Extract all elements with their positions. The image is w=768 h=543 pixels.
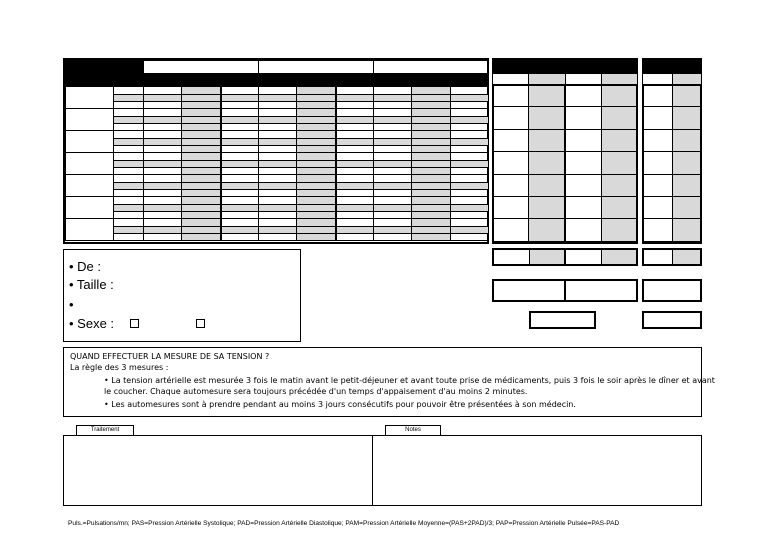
measurement-cell[interactable] <box>412 227 451 234</box>
measurement-cell[interactable] <box>182 117 221 124</box>
measurement-cell[interactable] <box>412 175 451 183</box>
measurement-cell[interactable] <box>144 161 182 168</box>
measurement-cell[interactable] <box>374 102 412 109</box>
measurement-cell[interactable] <box>114 153 144 161</box>
measurement-cell[interactable] <box>412 161 451 168</box>
measurement-cell[interactable] <box>297 95 336 102</box>
measurement-cell[interactable] <box>182 175 221 183</box>
measurement-cell[interactable] <box>114 146 144 153</box>
measurement-cell[interactable] <box>336 234 374 241</box>
measurement-cell[interactable] <box>374 139 412 146</box>
measurement-cell[interactable] <box>451 219 489 227</box>
measurement-cell[interactable] <box>182 124 221 131</box>
measurement-cell[interactable] <box>114 109 144 117</box>
legend-footer: Puls.=Pulsations/mn; PAS=Pression Artérielle Systolique; PAD=Pression Artérielle Diastolique; PAM=Pression Artérielle Moyenne=(PAS+2PAD)/3; PAP=Pression Artérielle Pulsée=PAS-PAD <box>68 520 620 527</box>
measurement-cell[interactable] <box>182 168 221 175</box>
measurement-cell[interactable] <box>336 139 374 146</box>
measurement-cell[interactable] <box>221 175 259 183</box>
measurement-cell[interactable] <box>374 212 412 219</box>
measurement-cell[interactable] <box>412 87 451 95</box>
sex-checkbox-1[interactable] <box>130 319 139 328</box>
measurement-cell[interactable] <box>144 197 182 205</box>
notes-tab: Notes <box>385 425 441 436</box>
notes-area[interactable] <box>373 436 701 505</box>
measurement-cell[interactable] <box>259 102 297 109</box>
summary-header-cell <box>493 74 529 85</box>
measurement-cell[interactable] <box>221 227 259 234</box>
measurement-cell[interactable] <box>182 131 221 139</box>
measurement-cell[interactable] <box>144 219 182 227</box>
rules-subtitle: La règle des 3 mesures : <box>70 363 169 372</box>
measurement-cell[interactable] <box>297 219 336 227</box>
measurement-cell[interactable] <box>144 131 182 139</box>
measurement-cell[interactable] <box>451 117 489 124</box>
measurement-cell[interactable] <box>114 95 144 102</box>
measurement-cell[interactable] <box>114 175 144 183</box>
result-cell <box>566 281 636 300</box>
measurement-cell[interactable] <box>297 197 336 205</box>
summary-a-frame-right <box>564 84 638 244</box>
measurement-cell[interactable] <box>144 190 182 197</box>
measurement-cell[interactable] <box>297 205 336 212</box>
measurement-cell[interactable] <box>374 124 412 131</box>
measurement-cell[interactable] <box>412 102 451 109</box>
measurement-cell[interactable] <box>259 175 297 183</box>
average-cell <box>673 250 701 264</box>
measurement-cell[interactable] <box>114 102 144 109</box>
measurement-cell[interactable] <box>374 117 412 124</box>
patient-info-box <box>63 249 301 342</box>
average-row-a <box>492 248 638 266</box>
measurement-cell[interactable] <box>221 124 259 131</box>
summary-a-header <box>492 58 638 73</box>
measurement-cell[interactable] <box>297 117 336 124</box>
measurement-cell[interactable] <box>144 87 182 95</box>
measurement-cell[interactable] <box>114 161 144 168</box>
measurement-cell[interactable] <box>451 227 489 234</box>
measurement-cell[interactable] <box>144 124 182 131</box>
measurement-cell[interactable] <box>182 161 221 168</box>
measurement-cell[interactable] <box>114 219 144 227</box>
measurement-cell[interactable] <box>297 234 336 241</box>
result-cell <box>494 281 566 300</box>
measurement-cell[interactable] <box>114 87 144 95</box>
measurement-cell[interactable] <box>221 87 259 95</box>
sex-row <box>69 316 114 331</box>
measurement-cell[interactable] <box>221 183 259 190</box>
measurement-cell[interactable] <box>182 109 221 117</box>
average-cell <box>530 250 567 264</box>
measurement-cell[interactable] <box>221 190 259 197</box>
measurement-cell[interactable] <box>182 95 221 102</box>
measurement-cell[interactable] <box>259 139 297 146</box>
measurement-cell[interactable] <box>336 161 374 168</box>
measurement-cell[interactable] <box>144 234 182 241</box>
rules-title: QUAND EFFECTUER LA MESURE DE SA TENSION ? <box>70 352 270 361</box>
measurement-cell[interactable] <box>114 190 144 197</box>
header-group-cell <box>259 61 374 74</box>
measurement-cell[interactable] <box>114 197 144 205</box>
measurement-cell[interactable] <box>144 227 182 234</box>
result-box-a <box>492 279 638 302</box>
measurement-cell[interactable] <box>221 117 259 124</box>
measurement-cell[interactable] <box>144 95 182 102</box>
measurement-cell[interactable] <box>114 227 144 234</box>
measurement-cell[interactable] <box>259 234 297 241</box>
measurement-cell[interactable] <box>259 190 297 197</box>
measurement-cell[interactable] <box>451 168 489 175</box>
measurement-cell[interactable] <box>297 146 336 153</box>
measurement-cell[interactable] <box>114 124 144 131</box>
measurement-cell[interactable] <box>259 183 297 190</box>
measurement-cell[interactable] <box>412 146 451 153</box>
measurement-cell[interactable] <box>182 102 221 109</box>
measurement-cell[interactable] <box>297 87 336 95</box>
measurement-cell[interactable] <box>374 197 412 205</box>
measurement-cell[interactable] <box>451 139 489 146</box>
measurement-cell[interactable] <box>144 212 182 219</box>
measurement-cell[interactable] <box>336 109 374 117</box>
measurement-cell[interactable] <box>259 117 297 124</box>
measurement-cell[interactable] <box>451 197 489 205</box>
measurement-cell[interactable] <box>374 109 412 117</box>
measurement-cell[interactable] <box>297 212 336 219</box>
measurement-cell[interactable] <box>297 227 336 234</box>
summary-b-frame <box>642 84 702 244</box>
measurement-cell[interactable] <box>374 161 412 168</box>
measurement-cell[interactable] <box>297 139 336 146</box>
measurement-cell[interactable] <box>221 219 259 227</box>
measurement-cell[interactable] <box>182 197 221 205</box>
measurement-cell[interactable] <box>144 175 182 183</box>
measurement-cell[interactable] <box>374 131 412 139</box>
measurement-cell[interactable] <box>259 131 297 139</box>
measurement-cell[interactable] <box>336 197 374 205</box>
measurement-cell[interactable] <box>297 102 336 109</box>
measurement-cell[interactable] <box>336 175 374 183</box>
measurement-cell[interactable] <box>412 234 451 241</box>
measurement-cell[interactable] <box>297 168 336 175</box>
measurement-cell[interactable] <box>451 146 489 153</box>
measurement-cell[interactable] <box>412 183 451 190</box>
average-cell <box>566 250 602 264</box>
measurement-table <box>63 58 489 244</box>
measurement-cell[interactable] <box>182 212 221 219</box>
measurement-cell[interactable] <box>412 131 451 139</box>
treatment-tab: Traitement <box>76 425 134 436</box>
measurement-cell[interactable] <box>412 124 451 131</box>
height-label: • Taille : <box>69 277 114 292</box>
measurement-cell[interactable] <box>336 183 374 190</box>
measurement-cell[interactable] <box>336 219 374 227</box>
measurement-cell[interactable] <box>297 131 336 139</box>
measurement-cell[interactable] <box>374 205 412 212</box>
measurement-cell[interactable] <box>451 190 489 197</box>
measurement-cell[interactable] <box>451 109 489 117</box>
measurement-cell[interactable] <box>412 168 451 175</box>
measurement-cell[interactable] <box>336 190 374 197</box>
measurement-cell[interactable] <box>259 87 297 95</box>
measurement-cell[interactable] <box>412 109 451 117</box>
average-cell <box>494 250 530 264</box>
measurement-cell[interactable] <box>259 197 297 205</box>
measurement-cell[interactable] <box>259 146 297 153</box>
rules-bullet-1-line-1: • La tension artérielle est mesurée 3 fois le matin avant le petit-déjeuner et avant toute prise de médicaments, puis 3 fois le soir après le dîner et avant <box>104 376 715 385</box>
measurement-cell[interactable] <box>297 183 336 190</box>
measurement-cell[interactable] <box>221 168 259 175</box>
measurement-cell[interactable] <box>451 124 489 131</box>
measurement-cell[interactable] <box>374 168 412 175</box>
measurement-grid <box>65 60 489 241</box>
day-cell[interactable] <box>66 153 114 175</box>
measurement-cell[interactable] <box>336 124 374 131</box>
measurement-cell[interactable] <box>374 234 412 241</box>
day-cell[interactable] <box>66 219 114 241</box>
measurement-cell[interactable] <box>374 153 412 161</box>
measurement-cell[interactable] <box>221 153 259 161</box>
measurement-cell[interactable] <box>451 87 489 95</box>
measurement-cell[interactable] <box>336 153 374 161</box>
measurement-cell[interactable] <box>374 183 412 190</box>
average-cell <box>602 250 637 264</box>
measurement-cell[interactable] <box>259 153 297 161</box>
measurement-cell[interactable] <box>451 175 489 183</box>
measurement-cell[interactable] <box>412 139 451 146</box>
measurement-cell[interactable] <box>144 205 182 212</box>
measurement-cell[interactable] <box>259 95 297 102</box>
sex-checkbox-2[interactable] <box>196 319 205 328</box>
measurement-cell[interactable] <box>336 102 374 109</box>
measurement-cell[interactable] <box>297 175 336 183</box>
measurement-cell[interactable] <box>451 153 489 161</box>
measurement-cell[interactable] <box>336 212 374 219</box>
measurement-cell[interactable] <box>451 205 489 212</box>
measurement-cell[interactable] <box>144 102 182 109</box>
measurement-cell[interactable] <box>451 161 489 168</box>
blank-bullet: • <box>69 297 74 312</box>
measurement-cell[interactable] <box>221 212 259 219</box>
measurement-cell[interactable] <box>451 234 489 241</box>
summary-header-cell <box>529 74 565 85</box>
measurement-cell[interactable] <box>336 87 374 95</box>
rules-bullet-2: • Les automesures sont à prendre pendant au moins 3 jours consécutifs pour pouvoir être présentées à son médecin. <box>104 400 576 409</box>
measurement-cell[interactable] <box>221 95 259 102</box>
measurement-cell[interactable] <box>144 153 182 161</box>
measurement-cell[interactable] <box>182 146 221 153</box>
measurement-cell[interactable] <box>182 183 221 190</box>
measurement-cell[interactable] <box>336 117 374 124</box>
measurement-cell[interactable] <box>221 205 259 212</box>
measurement-cell[interactable] <box>412 153 451 161</box>
measurement-cell[interactable] <box>297 190 336 197</box>
measurement-cell[interactable] <box>221 197 259 205</box>
measurement-cell[interactable] <box>336 168 374 175</box>
measurement-cell[interactable] <box>297 153 336 161</box>
measurement-cell[interactable] <box>114 205 144 212</box>
sex-label: • Sexe : <box>69 316 115 331</box>
measurement-cell[interactable] <box>336 227 374 234</box>
summary-a-frame-left <box>492 84 566 244</box>
final-box-b <box>642 311 702 329</box>
measurement-cell[interactable] <box>374 95 412 102</box>
day-cell[interactable] <box>66 87 114 109</box>
measurement-cell[interactable] <box>336 205 374 212</box>
from-label: • De : <box>69 259 102 274</box>
measurement-cell[interactable] <box>182 205 221 212</box>
measurement-cell[interactable] <box>144 117 182 124</box>
treatment-area[interactable] <box>64 436 373 505</box>
measurement-cell[interactable] <box>374 219 412 227</box>
measurement-cell[interactable] <box>114 117 144 124</box>
measurement-cell[interactable] <box>114 183 144 190</box>
measurement-cell[interactable] <box>221 139 259 146</box>
measurement-cell[interactable] <box>297 161 336 168</box>
measurement-cell[interactable] <box>182 219 221 227</box>
measurement-cell[interactable] <box>451 102 489 109</box>
treatment-notes-box <box>63 435 702 506</box>
header-group-cell <box>374 61 489 74</box>
measurement-cell[interactable] <box>336 95 374 102</box>
measurement-cell[interactable] <box>114 131 144 139</box>
measurement-cell[interactable] <box>259 219 297 227</box>
measurement-cell[interactable] <box>412 219 451 227</box>
measurement-cell[interactable] <box>221 131 259 139</box>
measurement-cell[interactable] <box>221 102 259 109</box>
measurement-cell[interactable] <box>336 146 374 153</box>
measurement-cell[interactable] <box>144 168 182 175</box>
measurement-cell[interactable] <box>182 87 221 95</box>
measurement-rules-box <box>63 347 715 417</box>
rules-bullet-1-line-2: le coucher. Chaque automesure sera toujours précédée d'un temps d'appaisement d'au moins 2 minutes. <box>104 387 528 396</box>
summary-header-cell <box>565 74 601 85</box>
measurement-cell[interactable] <box>451 95 489 102</box>
measurement-cell[interactable] <box>297 124 336 131</box>
final-box-a <box>529 311 596 329</box>
measurement-cell[interactable] <box>374 190 412 197</box>
measurement-cell[interactable] <box>412 190 451 197</box>
measurement-cell[interactable] <box>259 212 297 219</box>
average-row-b <box>642 248 702 266</box>
summary-header-cell <box>601 74 637 85</box>
result-box-b <box>642 279 702 302</box>
day-cell[interactable] <box>66 197 114 219</box>
measurement-cell[interactable] <box>259 109 297 117</box>
measurement-cell[interactable] <box>114 168 144 175</box>
measurement-cell[interactable] <box>412 117 451 124</box>
header-subrow <box>144 74 489 87</box>
measurement-cell[interactable] <box>144 139 182 146</box>
measurement-cell[interactable] <box>221 161 259 168</box>
measurement-cell[interactable] <box>412 205 451 212</box>
measurement-cell[interactable] <box>336 131 374 139</box>
measurement-cell[interactable] <box>114 234 144 241</box>
measurement-cell[interactable] <box>259 168 297 175</box>
measurement-cell[interactable] <box>182 227 221 234</box>
measurement-cell[interactable] <box>221 146 259 153</box>
measurement-cell[interactable] <box>182 234 221 241</box>
measurement-cell[interactable] <box>114 212 144 219</box>
measurement-cell[interactable] <box>259 227 297 234</box>
summary-b-header <box>642 58 702 73</box>
measurement-cell[interactable] <box>374 227 412 234</box>
average-cell <box>644 250 673 264</box>
measurement-cell[interactable] <box>259 205 297 212</box>
measurement-cell[interactable] <box>297 109 336 117</box>
measurement-cell[interactable] <box>451 131 489 139</box>
measurement-cell[interactable] <box>144 109 182 117</box>
header-corner <box>66 61 144 87</box>
measurement-cell[interactable] <box>221 234 259 241</box>
measurement-cell[interactable] <box>259 124 297 131</box>
measurement-cell[interactable] <box>374 175 412 183</box>
measurement-cell[interactable] <box>412 95 451 102</box>
measurement-cell[interactable] <box>374 146 412 153</box>
header-group-cell <box>144 61 259 74</box>
measurement-cell[interactable] <box>182 190 221 197</box>
measurement-cell[interactable] <box>182 139 221 146</box>
measurement-cell[interactable] <box>412 197 451 205</box>
measurement-cell[interactable] <box>412 212 451 219</box>
measurement-cell[interactable] <box>144 183 182 190</box>
measurement-cell[interactable] <box>182 153 221 161</box>
measurement-cell[interactable] <box>451 183 489 190</box>
measurement-cell[interactable] <box>374 87 412 95</box>
measurement-cell[interactable] <box>451 212 489 219</box>
summary-header-cell <box>643 74 673 85</box>
day-cell[interactable] <box>66 175 114 197</box>
measurement-cell[interactable] <box>259 161 297 168</box>
summary-header-cell <box>672 74 702 85</box>
day-cell[interactable] <box>66 131 114 153</box>
measurement-cell[interactable] <box>114 139 144 146</box>
day-cell[interactable] <box>66 109 114 131</box>
measurement-cell[interactable] <box>144 146 182 153</box>
measurement-cell[interactable] <box>221 109 259 117</box>
